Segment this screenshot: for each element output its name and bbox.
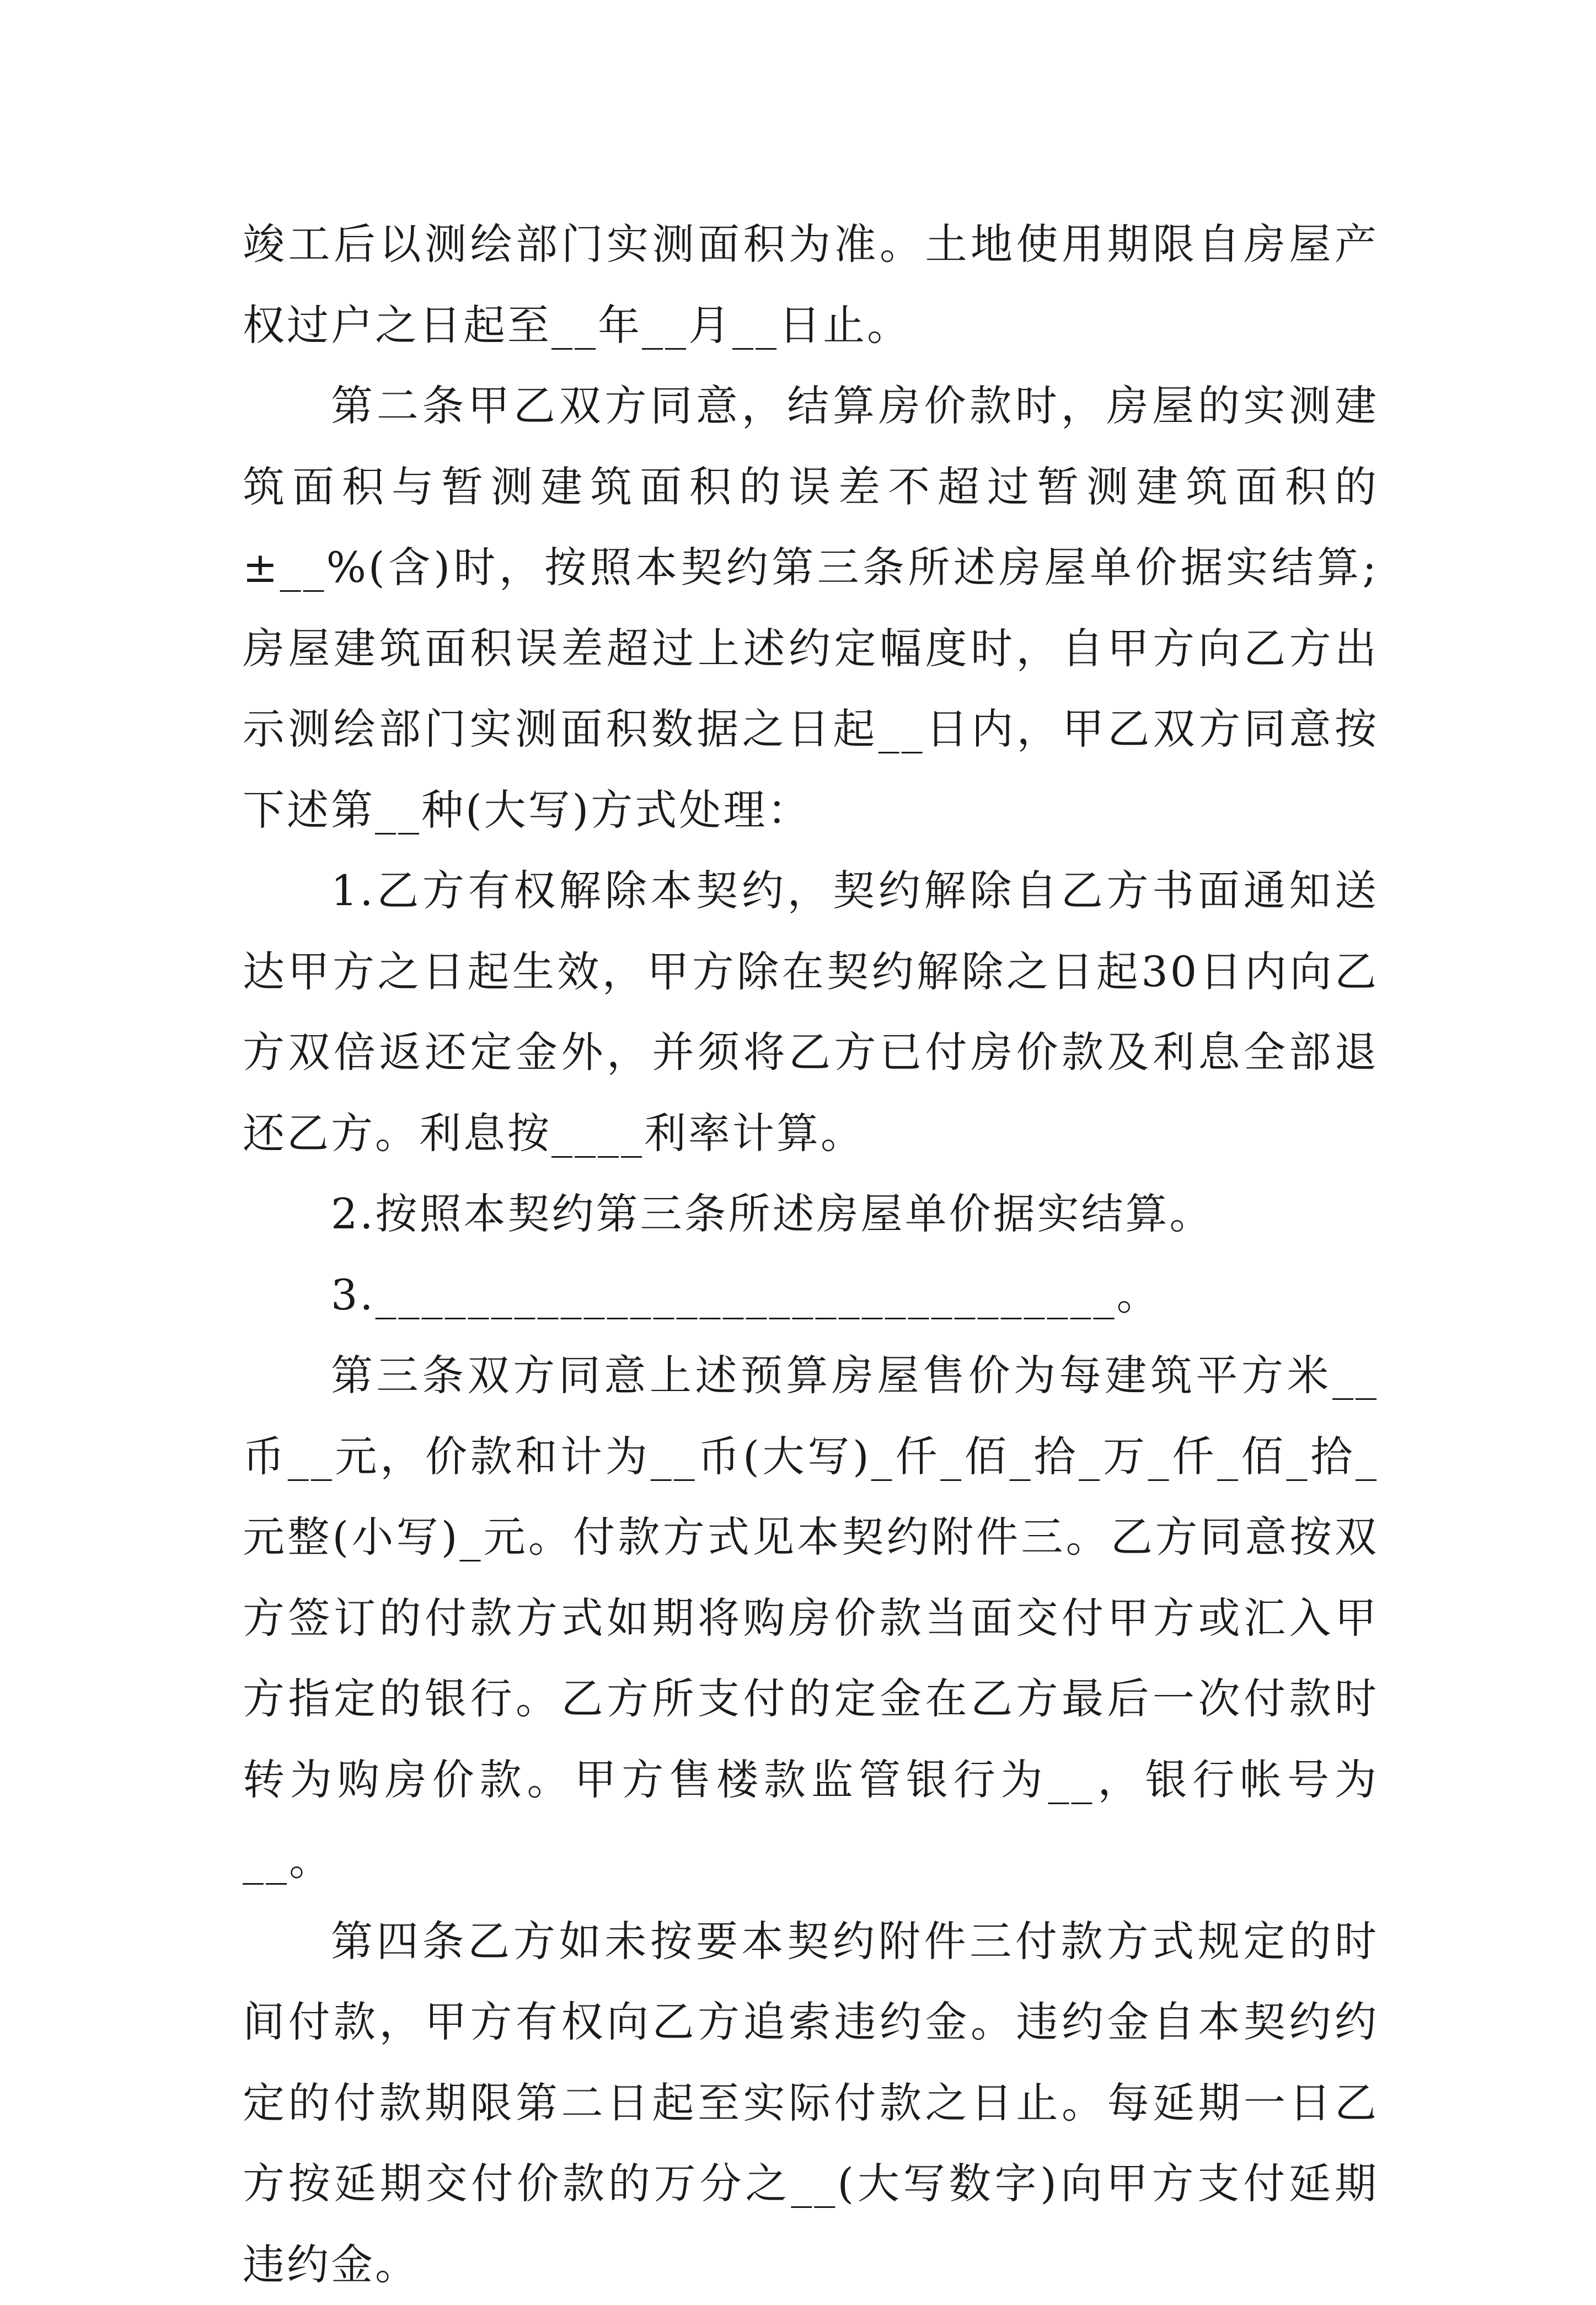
paragraph-land-use-term: 竣工后以测绘部门实测面积为准。土地使用期限自房屋产权过户之日起至__年__月__日止。 xyxy=(243,204,1379,366)
paragraph-article-4: 第四条乙方如未按要本契约附件三付款方式规定的时间付款，甲方有权向乙方追索违约金。违约金自本契约约定的付款期限第二日起至实际付款之日止。每延期一日乙方按延期交付价款的万分之__(大写数字)向甲方支付延期违约金。 xyxy=(243,1901,1379,2305)
paragraph-article-2: 第二条甲乙双方同意，结算房价款时，房屋的实测建筑面积与暂测建筑面积的误差不超过暂测建筑面积的±__%(含)时，按照本契约第三条所述房屋单价据实结算;房屋建筑面积误差超过上述约定幅度时，自甲方向乙方出示测绘部门实测面积数据之日起__日内，甲乙双方同意按下述第__种(大写)方式处理： xyxy=(243,366,1379,851)
paragraph-option-1: 1.乙方有权解除本契约，契约解除自乙方书面通知送达甲方之日起生效，甲方除在契约解除之日起30日内向乙方双倍返还定金外，并须将乙方已付房价款及利息全部退还乙方。利息按____利率计算。 xyxy=(243,851,1379,1174)
paragraph-option-2: 2.按照本契约第三条所述房屋单价据实结算。 xyxy=(243,1174,1379,1255)
document-body xyxy=(243,204,1379,2305)
paragraph-option-3: 3.________________________________。 xyxy=(243,1255,1379,1336)
paragraph-article-3: 第三条双方同意上述预算房屋售价为每建筑平方米__币__元，价款和计为__币(大写)_仟_佰_拾_万_仟_佰_拾_元整(小写)_元。付款方式见本契约附件三。乙方同意按双方签订的付款方式如期将购房价款当面交付甲方或汇入甲方指定的银行。乙方所支付的定金在乙方最后一次付款时转为购房价款。甲方售楼款监管银行为__，银行帐号为__。 xyxy=(243,1335,1379,1901)
